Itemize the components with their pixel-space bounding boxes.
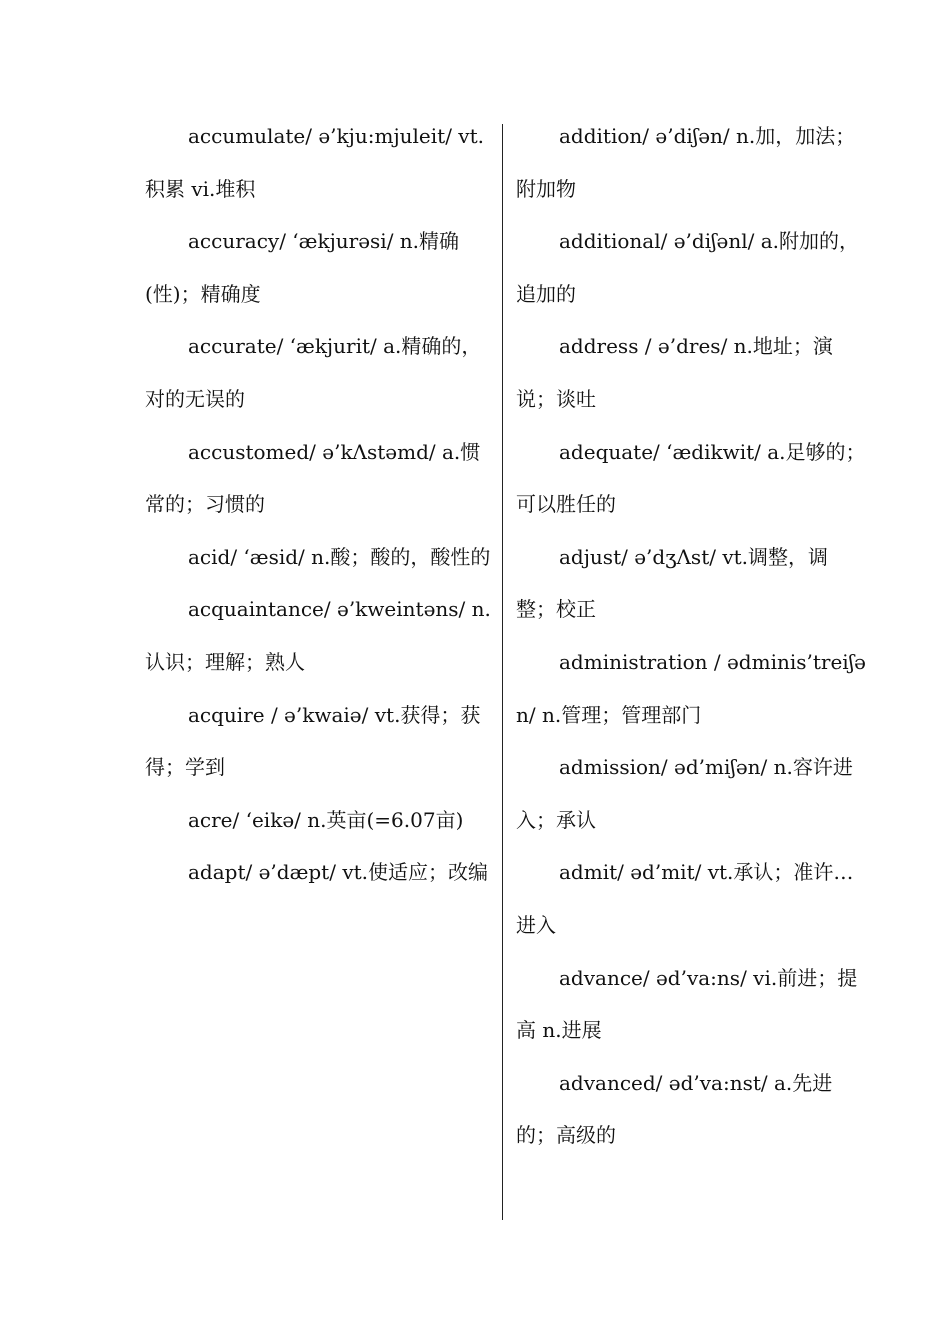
vocab-entry-accustomed: accustomed/ ə’kΛstəmd/ a.惯常的；习惯的 — [145, 439, 481, 517]
left-column — [145, 110, 493, 899]
vocab-entry-acquire: acquire / ə’kwaiə/ vt.获得；获得；学到 — [145, 702, 481, 780]
vocab-entry-admit: admit/ əd’mit/ vt.承认；准许…进入 — [516, 860, 854, 937]
vocab-entry-advance: advance/ əd’va:ns/ vi.前进；提高 n.进展 — [516, 965, 858, 1043]
vocab-entry-accuracy: accuracy/ ‘ækjurəsi/ n.精确(性)；精确度 — [145, 229, 460, 306]
vocab-entry-address: address / ə’dres/ n.地址；演说；谈吐 — [516, 334, 833, 411]
vocab-entry-acquaintance: acquaintance/ ə’kweintəns/ n.认识；理解；熟人 — [145, 597, 491, 674]
column-divider — [502, 124, 503, 1220]
vocab-entry-admission: admission/ əd’miʃən/ n.容许进入；承认 — [516, 755, 853, 832]
vocab-entry-acre: acre/ ‘eikə/ n.英亩(=6.07亩) — [188, 807, 464, 832]
vocab-entry-accurate: accurate/ ‘ækjurit/ a.精确的，对的无误的 — [145, 334, 482, 411]
vocab-entry-additional: additional/ ə’diʃənl/ a.附加的，追加的 — [516, 229, 860, 306]
vocab-entry-administration: administration / ədminis’treiʃən/ n.管理；管理部门 — [516, 649, 866, 727]
vocab-entry-adjust: adjust/ ə’dʒΛst/ vt.调整，调整；校正 — [516, 544, 829, 622]
vocab-entry-acid: acid/ ‘æsid/ n.酸；酸的，酸性的 — [188, 544, 491, 569]
vocab-entry-advanced: advanced/ əd’va:nst/ a.先进的；高级的 — [516, 1070, 833, 1148]
vocab-entry-adapt: adapt/ ə’dæpt/ vt.使适应；改编 — [188, 860, 489, 885]
vocab-entry-adequate: adequate/ ‘ædikwit/ a.足够的；可以胜任的 — [516, 439, 866, 517]
vocab-entry-addition: addition/ ə’diʃən/ n.加，加法；附加物 — [516, 124, 856, 201]
vocab-entry-accumulate: accumulate/ ə’kju:mjuleit/ vt.积累 vi.堆积 — [145, 124, 484, 201]
right-column — [516, 110, 866, 1162]
